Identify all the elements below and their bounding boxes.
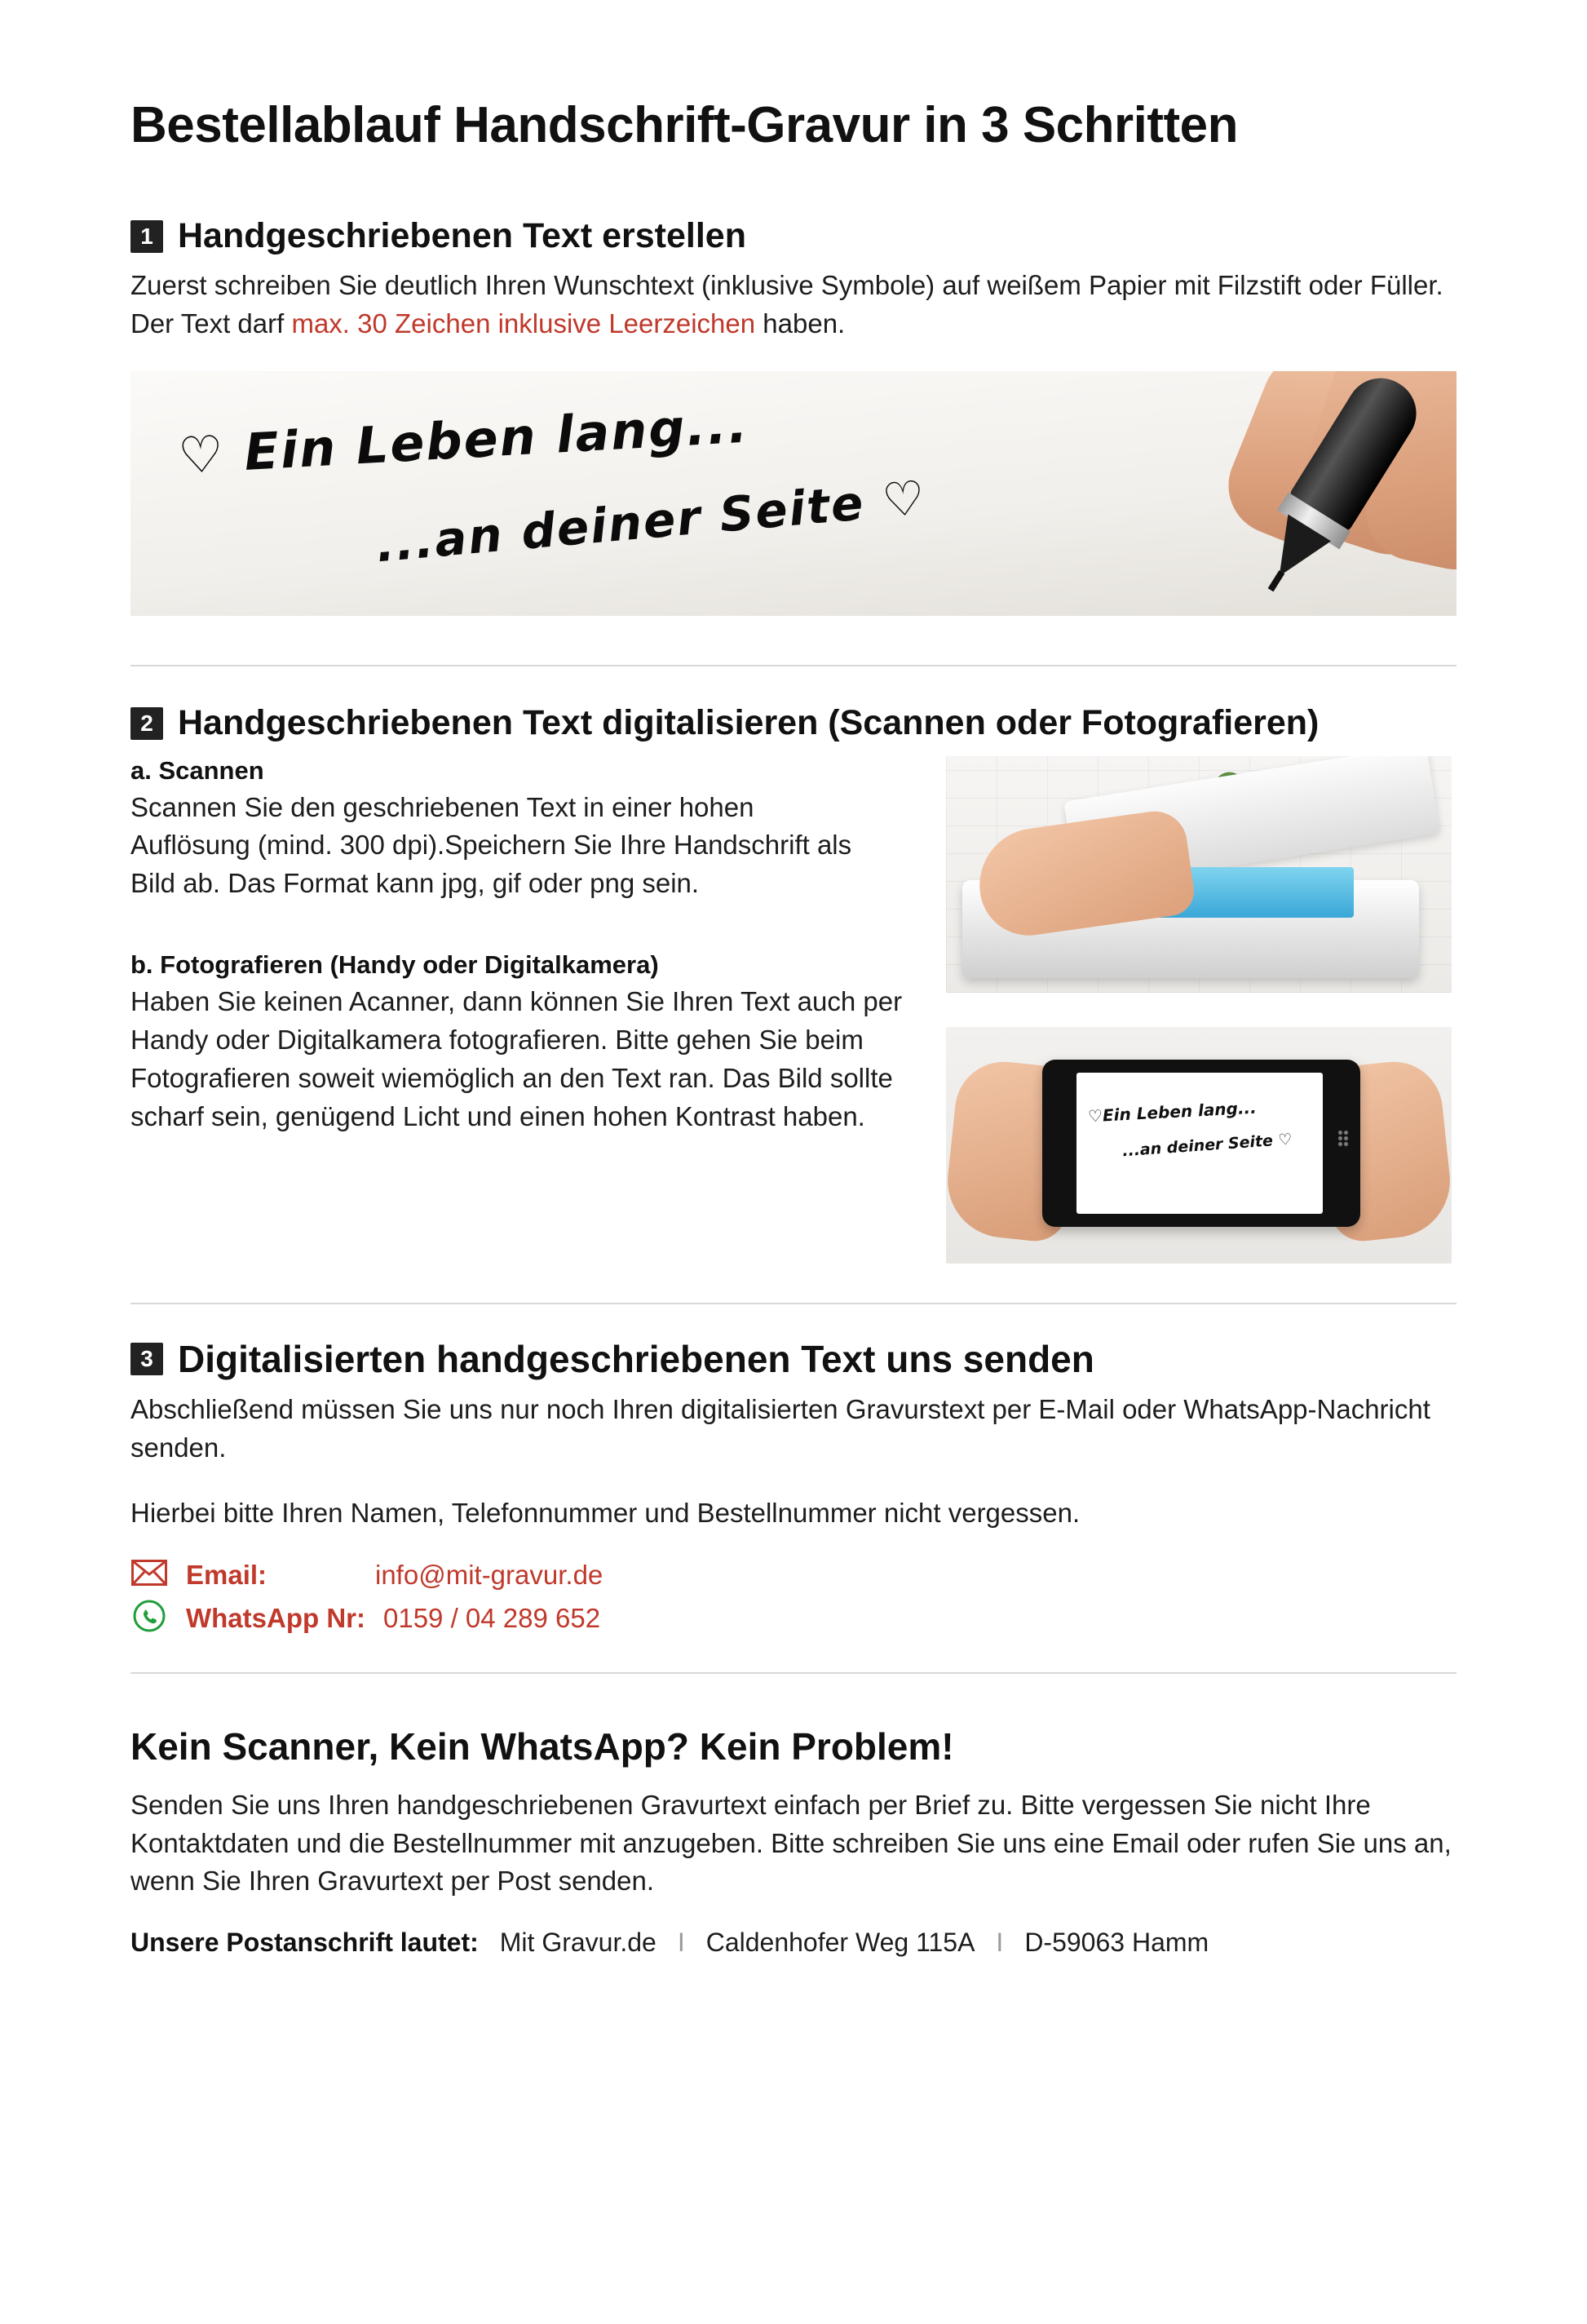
whatsapp-value[interactable]: 0159 / 04 289 652 [382,1602,601,1633]
step-3-number-badge: 3 [130,1343,163,1375]
smartphone-device [1042,1060,1360,1227]
step-3-paragraph-1: Abschließend müssen Sie uns nur noch Ihren digitalisierten Gravurstext per E-Mail oder WhatsApp-Nachricht senden. [130,1394,1430,1463]
address-lead-label: Unsere Postanschrift lautet: [130,1928,479,1958]
divider-1 [130,665,1457,666]
step-1-text-before: Zuerst schreiben Sie deutlich Ihren Wunschtext (inklusive Symbole) auf weißem Papier mit Filzstift oder Füller. Der Text darf [130,270,1443,339]
step-1-text-highlight: max. 30 Zeichen inklusive Leerzeichen [291,308,756,339]
smartphone-photo [946,1027,1452,1264]
step-2-title: Handgeschriebenen Text digitalisieren (Scannen oder Fotografieren) [178,703,1320,743]
handwriting-line-1: ♡ Ein Leben lang... [176,394,750,486]
phone-screen-line-1: ♡Ein Leben lang... [1087,1097,1258,1126]
address-separator-1: I [677,1928,685,1958]
step-2a-subheading: a. Scannen [130,755,264,785]
step-2-heading [130,704,1457,742]
handwriting-line-2: ...an deiner Seite ♡ [374,469,929,573]
whatsapp-icon [130,1599,168,1638]
address-part-street: Caldenhofer Weg 115A [705,1928,975,1958]
address-part-company: Mit Gravur.de [499,1928,656,1958]
contact-block [130,1560,1457,1638]
final-section-paragraph: Senden Sie uns Ihren handgeschriebenen Gravurtext einfach per Brief zu. Bitte vergessen Sie nicht Ihre Kontaktdaten und die Bestellnummer mit anzugeben. Bitte schreiben Sie uns eine Email oder rufen Sie uns an, wenn Sie Ihren Gravurtext per Post senden. [130,1789,1452,1897]
smartphone-screen [1076,1073,1323,1214]
email-value[interactable]: info@mit-gravur.de [375,1559,603,1590]
step-2-image-column [946,756,1452,1264]
step-2b-paragraph: Haben Sie keinen Acanner, dann können Sie Ihren Text auch per Handy oder Digitalkamera fotografieren. Bitte gehen Sie beim Fotografieren soweit wiemöglich an den Text ran. Das Bild sollte scharf sein, genügend Licht und einen hohen Kontrast haben. [130,986,903,1131]
step-1-title: Handgeschriebenen Text erstellen [178,216,746,256]
whatsapp-row[interactable] [130,1599,1457,1638]
final-section-title: Kein Scanner, Kein WhatsApp? Kein Problem! [130,1724,954,1768]
email-row[interactable] [130,1560,1457,1591]
phone-screen-line-2: ...an deiner Seite ♡ [1121,1130,1293,1160]
step-1-number-badge: 1 [130,220,163,253]
postal-address-row [130,1928,1457,1958]
step-1-heading [130,217,1457,255]
page-title: Bestellablauf Handschrift-Gravur in 3 Schritten [130,97,1239,153]
step-2a-paragraph: Scannen Sie den geschriebenen Text in einer hohen Auflösung (mind. 300 dpi).Speichern Sie Ihre Handschrift als Bild ab. Das Format kann jpg, gif oder png sein. [130,791,852,899]
envelope-icon [130,1560,168,1591]
step-3-paragraph-2: Hierbei bitte Ihren Namen, Telefonnummer und Bestellnummer nicht vergessen. [130,1497,1081,1528]
address-separator-2: I [996,1928,1004,1958]
divider-2 [130,1303,1457,1304]
whatsapp-label: WhatsApp Nr: [186,1602,365,1633]
handwriting-sample-photo [130,371,1457,616]
camera-grid-icon [1337,1130,1349,1148]
divider-3 [130,1672,1457,1674]
step-2-number-badge: 2 [130,707,163,740]
step-2b-subheading: b. Fotografieren (Handy oder Digitalkamera) [130,950,659,980]
email-label: Email: [186,1559,267,1590]
scanner-photo [946,756,1452,993]
step-1-text-after: haben. [755,308,846,339]
step-1-paragraph [130,267,1457,343]
step-3-heading [130,1339,1457,1380]
step-3-title: Digitalisierten handgeschriebenen Text uns senden [178,1337,1094,1380]
step-2-text-column [130,756,913,1264]
step-2-columns [130,756,1457,1264]
address-part-city: D-59063 Hamm [1024,1928,1209,1958]
